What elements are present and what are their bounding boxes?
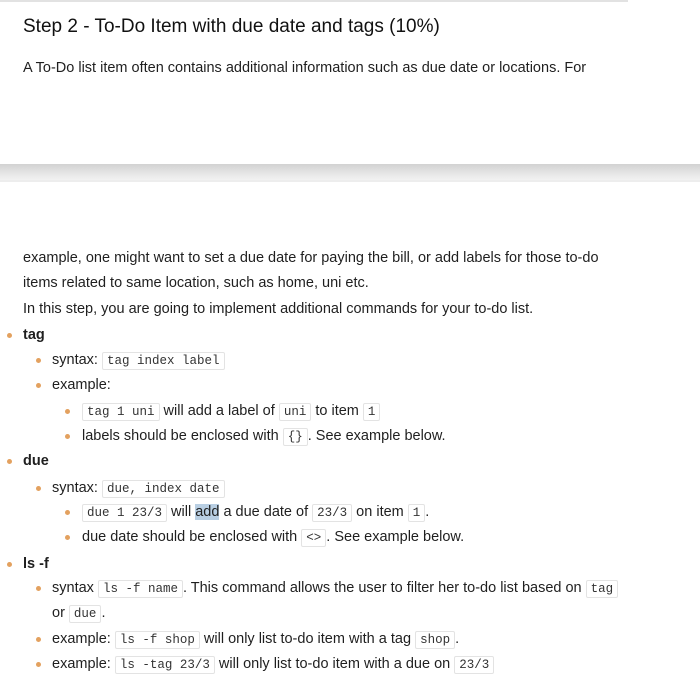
tag-syntax-label: syntax: (52, 352, 102, 368)
bullet-ls (7, 562, 12, 567)
ls-syntax-code2: tag (586, 580, 619, 598)
ls-syntax-text3: . (101, 605, 106, 621)
due-syntax (52, 478, 225, 499)
tag-ex1-text1: will add a label of (159, 403, 279, 419)
due-ex2-text2: . See example below. (326, 529, 465, 545)
ls-ex2-text1: will only list to-do item with a due on (214, 656, 455, 672)
ls-ex2-code2: 23/3 (454, 656, 494, 674)
due-ex1-text1: will (167, 504, 196, 520)
intro-line-3: items related to same location, such as home, uni etc. (23, 275, 369, 291)
ls-ex1-code: ls -f shop (115, 631, 200, 649)
ls-ex1-code2: shop (415, 631, 455, 649)
tag-syntax-code: tag index label (102, 352, 225, 370)
tag-ex1-text2: to item (311, 403, 363, 419)
tag-example-2 (82, 426, 446, 447)
section-heading: Step 2 - To-Do Item with due date and tags (10%) (23, 16, 440, 37)
bullet-due (7, 459, 12, 464)
ls-example-1 (52, 629, 459, 650)
intro-line-1: A To-Do list item often contains additional information such as due date or locations. For (23, 60, 587, 76)
tag-ex2-text2: . See example below. (307, 428, 446, 444)
tag-title: tag (23, 327, 45, 343)
due-title: due (23, 453, 49, 469)
due-ex1-text2: a due date of (219, 504, 313, 520)
ls-ex1-text1: will only list to-do item with a tag (199, 631, 416, 647)
due-ex1-text3: on item (352, 504, 408, 520)
ls-syntax-cont (52, 603, 105, 624)
due-example-2 (82, 527, 464, 548)
bullet-tag-ex1 (65, 409, 70, 414)
bullet-due-ex2 (65, 535, 70, 540)
bullet-ls-syntax (36, 586, 41, 591)
bullet-tag (7, 333, 12, 338)
ls-syntax-label: syntax (52, 580, 98, 596)
tag-ex2-text1: labels should be enclosed with (82, 428, 283, 444)
ls-syntax-text1: . This command allows the user to filter her to-do list based on (182, 580, 586, 596)
bullet-due-syntax (36, 486, 41, 491)
due-ex1-code2: 23/3 (312, 504, 352, 522)
ls-syntax-code: ls -f name (98, 580, 183, 598)
due-syntax-label: syntax: (52, 480, 102, 496)
tag-ex1-code: tag 1 uni (82, 403, 160, 421)
tag-ex1-code3: 1 (363, 403, 381, 421)
tag-ex1-code2: uni (279, 403, 312, 421)
ls-ex1-label: example: (52, 631, 115, 647)
due-ex1-text4: . (425, 504, 430, 520)
bullet-tag-ex2 (65, 434, 70, 439)
tag-syntax (52, 350, 225, 371)
due-syntax-code: due, index date (102, 480, 225, 498)
ls-syntax-text2: or (52, 605, 69, 621)
due-ex2-code: <> (301, 529, 326, 547)
bullet-tag-syntax (36, 358, 41, 363)
intro-line-2: example, one might want to set a due date for paying the bill, or add labels for those to-do (23, 250, 599, 266)
bullet-tag-example (36, 383, 41, 388)
due-ex1-highlight: add (195, 504, 220, 520)
top-divider (0, 0, 628, 2)
due-example-1 (82, 502, 429, 523)
ls-ex2-label: example: (52, 656, 115, 672)
ls-syntax-code3: due (69, 605, 102, 623)
tag-example-label: example: (52, 377, 111, 393)
ls-ex1-text2: . (455, 631, 460, 647)
tag-example-1 (82, 401, 380, 422)
ls-syntax (52, 578, 618, 599)
tag-ex2-code: {} (283, 428, 308, 446)
due-ex1-code3: 1 (408, 504, 426, 522)
ls-ex2-code: ls -tag 23/3 (115, 656, 215, 674)
step-description: In this step, you are going to implement additional commands for your to-do list. (23, 301, 534, 317)
bullet-due-ex1 (65, 510, 70, 515)
ls-example-2 (52, 654, 494, 675)
bullet-ls-ex1 (36, 637, 41, 642)
due-ex1-code: due 1 23/3 (82, 504, 167, 522)
page-break (0, 164, 700, 180)
due-ex2-text1: due date should be enclosed with (82, 529, 302, 545)
ls-title: ls -f (23, 556, 49, 572)
bullet-ls-ex2 (36, 662, 41, 667)
